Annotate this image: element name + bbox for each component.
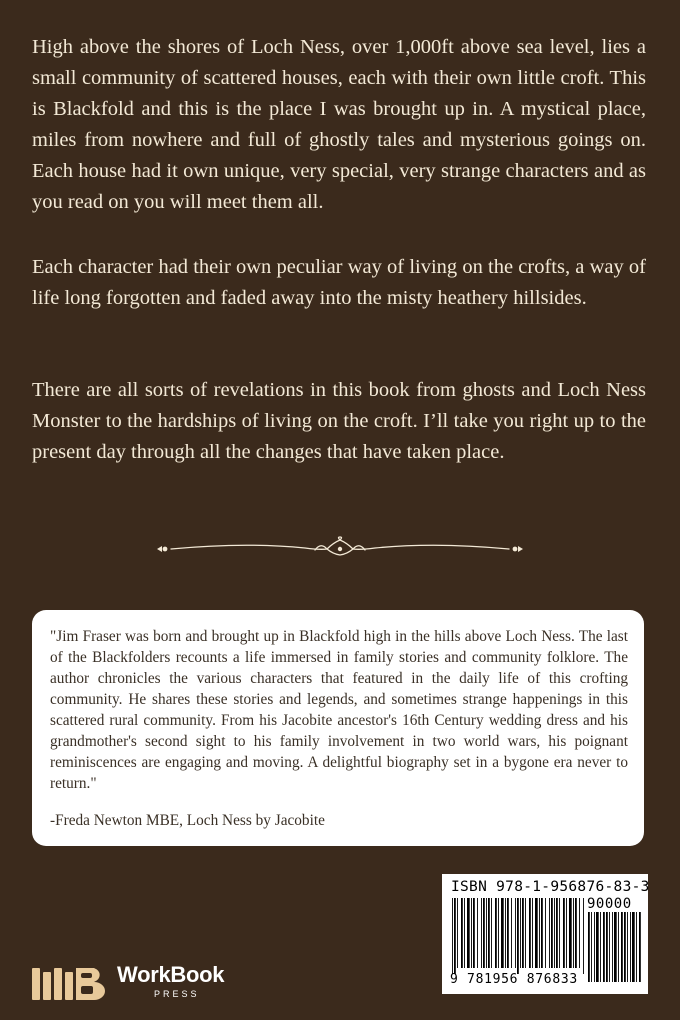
publisher-logo xyxy=(32,962,262,1002)
barcode-main-bars xyxy=(452,898,584,974)
barcode-addon-bars xyxy=(588,912,642,988)
price-code: 90000 xyxy=(587,896,632,912)
publisher-tagline: PRESS xyxy=(154,989,200,999)
review-quote: "Jim Fraser was born and brought up in Blackfold high in the hills above Loch Ness. The last of the Blackfolders recounts a life immersed in family stories and community folklore. The author chronicles the various characters that featured in the daily life of this crofting community. He shares these stories and legends, and sometimes strange happenings in this scattered rural community. From his Jacobite ancestor's 16th Century wedding dress and his grandmother's second sight to his family involvement in two world wars, his poignant reminiscences are engaging and moving. A delightful biography set in a bygone era never to return." xyxy=(50,628,628,792)
ornamental-divider-icon xyxy=(155,536,525,562)
wb-logo-icon xyxy=(32,962,106,1000)
barcode-digits: 9 781956 876833 xyxy=(450,972,578,987)
blurb-paragraph-3: There are all sorts of revelations in this book from ghosts and Loch Ness Monster to the hardships of living on the croft. I’ll take you right up to the present day through all the changes that have taken place. xyxy=(32,379,646,463)
review-quote-box xyxy=(32,610,644,846)
isbn-label: ISBN 978-1-956876-83-3 xyxy=(451,879,650,895)
review-attribution: -Freda Newton MBE, Loch Ness by Jacobite xyxy=(50,812,325,829)
isbn-barcode xyxy=(442,874,648,994)
publisher-name: WorkBook xyxy=(117,962,225,987)
blurb-paragraph-1: High above the shores of Loch Ness, over 1,000ft above sea level, lies a small community of scattered houses, each with their own little croft. This is Blackfold and this is the place I was brought up in. A mystical place, miles from nowhere and full of ghostly tales and mysterious goings on. Each house had it own unique, very special, very strange characters and as you read on you will meet them all. xyxy=(32,36,646,213)
blurb-paragraph-2: Each character had their own peculiar way of living on the crofts, a way of life long forgotten and faded away into the misty heathery hillsides. xyxy=(32,256,646,309)
